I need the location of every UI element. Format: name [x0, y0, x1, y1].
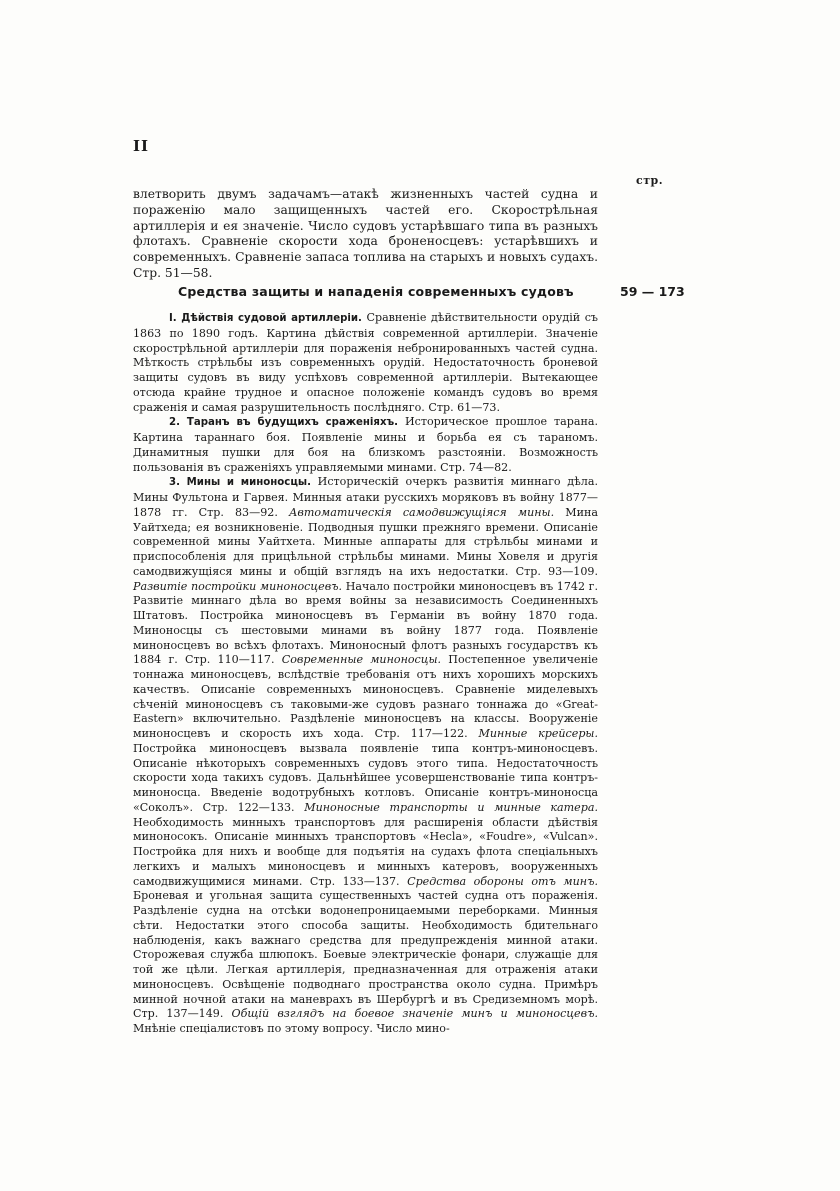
italic-subheading: Общій взглядъ на боевое значеніе минъ и миноносцевъ.: [231, 1007, 598, 1021]
page-column-heading: стр.: [636, 174, 664, 187]
paragraph-text: Броневая и угольная защита существенныхъ частей судна отъ пораженія. Раздѣленіе судна на отсѣки водонепроницаемыми переборками. Минныя сѣти. Недостатки этого способа защиты. Необходимость бдительнаго наблюденія, какъ важнаго средства для предупрежденія минной атаки. Сторожевая служба шлюпокъ. Боевые электрическіе фонари, служащіе для той же цѣли. Легкая артиллерія, предназначенная для отраженія атаки миноносцевъ. Освѣщеніе подводнаго пространства около судна. Примѣръ минной ночной атаки на маневрахъ въ Шербургѣ и въ Средиземномъ морѣ. Стр. 137—149.: [133, 889, 598, 1021]
italic-subheading: Современные миноносцы.: [281, 653, 442, 667]
paragraph-text: Необходимость минныхъ транспортовъ для расширенія области дѣйствія миноносокъ. Описаніе минныхъ транспортовъ «Hecla», «Foudre», «Vulcan». Постройка для нихъ и вообще для подъятія на судахъ флота спеціальныхъ легкихъ и малыхъ миноносцевъ и минныхъ катеровъ, вооруженныхъ самодвижущимися минами. Стр. 133—137.: [133, 815, 598, 888]
italic-subheading: Минные крейсеры.: [478, 727, 598, 740]
paragraph-heading: I. Дѣйствія судовой артиллеріи.: [169, 313, 362, 324]
paragraph-artillery: [133, 311, 598, 415]
page-number: II: [133, 137, 150, 155]
paragraph-text: Сравненіе дѣйствительности орудій съ 1863 по 1890 годъ. Картина дѣйствія современной артиллеріи. Значеніе скорострѣльной артиллеріи для пораженія небронированныхъ частей судна. Мѣткость стрѣльбы изъ современныхъ орудій. Недостаточность броневой защиты судовъ въ виду успѣховъ современной артиллеріи. Вытекающее отсюда крайне трудное и опасное положеніе командъ судовъ во время сраженія и самая разрушительность послѣдняго. Стр. 61—73.: [133, 311, 598, 414]
paragraph-heading: 2. Таранъ въ будущихъ сраженіяхъ.: [169, 417, 399, 429]
paragraph-text: Мина Уайтхеда; ея возникновеніе. Подводныя пушки прежняго времени. Описаніе современной мины Уайтхета. Минные аппараты для стрѣльбы минами и приспособленія для прицѣльной стрѣльбы минами. Мины Ховеля и другія самодвижущіяся мины и общій взглядъ на ихъ недостатки. Стр. 93—109.: [133, 505, 598, 578]
italic-subheading: Миноносные транспорты и минные катера.: [304, 800, 598, 814]
paragraph-text: Постройка миноносцевъ вызвала появленіе типа контръ-миноносцевъ. Описаніе нѣкоторыхъ современныхъ судовъ этого типа. Недостаточность скорости хода такихъ судовъ. Дальнѣйшее усовершенствованіе типа контръ-миноносца. Введеніе водотрубныхъ котловъ. Описаніе контръ-миноносца «Соколъ». Стр. 122—133.: [133, 741, 598, 814]
italic-subheading: Средства обороны отъ минъ.: [407, 874, 598, 888]
paragraph-mines: [133, 475, 598, 1037]
section-page-range: 59 — 173: [620, 284, 685, 299]
paragraph-text: Историческое прошлое тарана. Картина тараннаго боя. Появленіе мины и борьба ея съ тараномъ. Динамитныя пушки для боя на близкомъ разстояніи. Возможность пользованія въ сраженіяхъ управляемыми минами. Стр. 74—82.: [133, 415, 598, 474]
paragraph-text: Историческій очеркъ развитія миннаго дѣла. Мины Фультона и Гарвея. Минныя атаки русскихъ моряковъ въ войну 1877—1878 гг. Стр. 83—92.: [133, 475, 598, 519]
paragraph-text: Начало постройки миноносцевъ въ 1742 г. Развитіе миннаго дѣла во время войны за независимость Соединенныхъ Штатовъ. Постройка миноносцевъ въ Германіи въ войну 1870 года. Миноносцы съ шестовыми минами въ войну 1877 года. Появленіе миноносцевъ во всѣхъ флотахъ. Миноносный флотъ разныхъ государствъ къ 1884 г. Стр. 110—117.: [133, 579, 598, 667]
paragraph-text: Постепенное увеличеніе тоннажа миноносцевъ, вслѣдствіе требованія отъ нихъ хорошихъ морскихъ качествъ. Описаніе современныхъ миноносцевъ. Сравненіе миделевыхъ сѣченій миноносцевъ съ таковыми-же судовъ разнаго тоннажа до «Great-Eastern» включительно. Раздѣленіе миноносцевъ на классы. Вооруженіе миноносцевъ и скорость ихъ хода. Стр. 117—122.: [133, 653, 598, 740]
italic-subheading: Развитіе постройки миноносцевъ.: [133, 579, 343, 593]
paragraph-ram: [133, 415, 598, 475]
paragraph-text: Мнѣніе спеціалистовъ по этому вопросу. Число мино-: [133, 1022, 450, 1035]
italic-subheading: Автоматическія самодвижущіяся мины.: [288, 505, 555, 519]
section-title: Средства защиты и нападенія современныхъ судовъ: [178, 284, 574, 299]
paragraph-heading: 3. Мины и миноносцы.: [169, 477, 311, 489]
intro-paragraph: влетворить двумъ задачамъ—атакѣ жизненныхъ частей судна и пораженію мало защищенныхъ частей его. Скорострѣльная артиллерія и ея значеніе. Число судовъ устарѣвшаго типа въ разныхъ флотахъ. Сравненіе скорости хода броненосцевъ: устарѣвшихъ и современныхъ. Сравненіе запаса топлива на старыхъ и новыхъ судахъ. Стр. 51—58.: [133, 187, 598, 280]
contents-body: [133, 311, 598, 1037]
